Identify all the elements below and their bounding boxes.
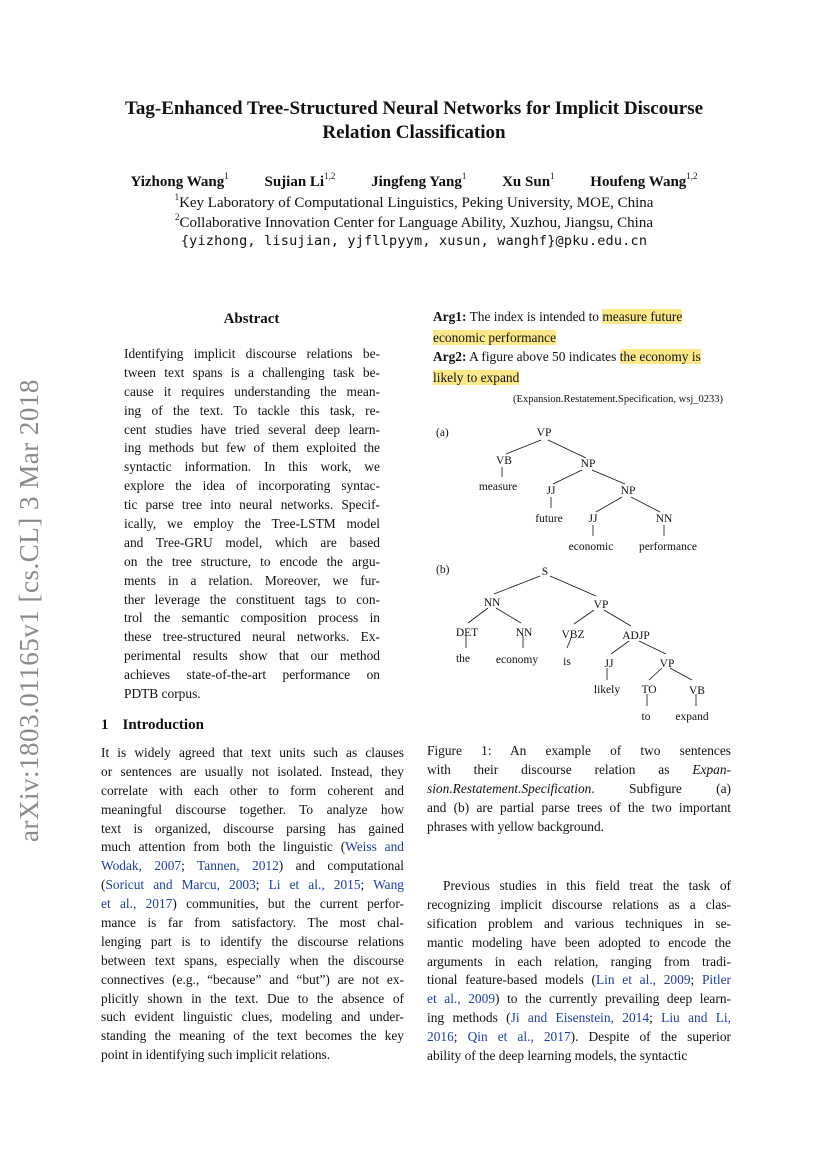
title-line-2: Relation Classification <box>322 122 506 143</box>
text-line: text is organized, discourse parsing has gained <box>101 820 404 836</box>
affiliation-text: Collaborative Innovation Center for Language Ability, Xuzhou, Jiangsu, China <box>179 215 653 231</box>
tree-node: NN <box>655 513 673 525</box>
figure-arg1 <box>433 307 733 348</box>
text-line: lenging part is to identify the discourse relations <box>101 933 404 949</box>
affiliation-sup: 1 <box>174 192 180 202</box>
text-line: syntactic information. In this work, we <box>124 459 380 475</box>
tree-leaf: measure <box>478 481 518 493</box>
tree-node: ADJP <box>622 630 650 642</box>
text-line: tween text spans is a challenging task be- <box>124 364 380 380</box>
arg1-highlight: economic performance <box>433 329 557 345</box>
author-name: Jingfeng Yang <box>371 174 462 190</box>
arxiv-stamp: arXiv:1803.01165v1 [cs.CL] 3 Mar 2018 <box>14 379 44 842</box>
affiliation-sup: 2 <box>174 212 180 222</box>
text-line: point in identifying such implicit relations. <box>101 1047 331 1063</box>
text-line: arguments in each relation, ranging from tradi- <box>427 953 731 969</box>
tree-node: NP <box>620 485 636 497</box>
author-name: Houfeng Wang <box>590 174 687 190</box>
author-list <box>0 171 828 191</box>
caption-line: phrases with yellow background. <box>427 819 605 834</box>
author-emails: {yizhong, lisujian, yjfllpyym, xusun, wanghf}@pku.edu.cn <box>180 233 648 249</box>
subfigure-b-label: (b) <box>436 564 450 576</box>
caption-line: with their discourse relation as Expan- <box>427 762 731 777</box>
author-sup: 1 <box>461 171 467 181</box>
affiliation-text: Key Laboratory of Computational Linguistics, Peking University, MOE, China <box>179 195 654 211</box>
text-line: plicitly shown in the text. Due to the absence of <box>101 990 404 1006</box>
text-line: 2016; Qin et al., 2017). Despite of the superior <box>427 1029 731 1045</box>
text-line: cent studies have tried several deep learn- <box>124 421 380 437</box>
arg2-text: A figure above 50 indicates <box>469 349 617 364</box>
text-line: Identifying implicit discourse relations be- <box>124 346 380 361</box>
text-line: PDTB corpus. <box>124 686 201 702</box>
text-line: correlate with each other to form coherent and <box>101 782 404 798</box>
text-line: trol the semantic composition process in <box>124 610 380 626</box>
tree-node: VP <box>593 599 609 611</box>
text-line: explore the idea of incorporating syntac- <box>124 478 380 494</box>
arg2-highlight: likely to expand <box>433 369 520 385</box>
tree-leaf: is <box>563 656 571 668</box>
arg1-highlight: measure future <box>602 309 683 324</box>
author-sup: 1 <box>224 171 229 181</box>
section-number: 1 <box>101 717 109 733</box>
figure-caption <box>427 741 731 836</box>
text-line: ing methods (Ji and Eisenstein, 2014; Liu and Li, <box>427 1010 731 1026</box>
arg2-label: Arg2: <box>433 349 467 364</box>
subfigure-a-label: (a) <box>436 427 449 439</box>
text-line: these tree-structured neural networks. Ex- <box>124 629 380 645</box>
tree-a-edges <box>502 440 664 536</box>
affiliation-1 <box>0 193 828 213</box>
arg1-text: The index is intended to <box>469 309 599 324</box>
text-line: ing of the text. To tackle this task, re- <box>124 402 380 418</box>
text-line: and Tree-GRU model, which are based <box>124 534 380 550</box>
author-name: Yizhong Wang <box>130 174 225 190</box>
text-line: much attention from both the linguistic (Weiss and <box>101 839 405 855</box>
tree-node: VB <box>496 455 512 467</box>
arg1-label: Arg1: <box>433 309 467 324</box>
title-line-1: Tag-Enhanced Tree-Structured Neural Networks for Implicit Discourse <box>124 98 704 119</box>
parse-tree-figure <box>426 388 736 728</box>
text-line: et al., 2009) to the currently prevailing deep learn- <box>427 991 731 1007</box>
section-title: Introduction <box>122 717 204 733</box>
figure-arg2 <box>433 347 733 388</box>
text-line: et al., 2017) communities, but the current perfor- <box>101 896 405 912</box>
author-sup: 1,2 <box>324 171 336 181</box>
abstract-body <box>124 345 380 704</box>
author <box>590 171 698 190</box>
author <box>502 171 555 190</box>
tree-leaf: expand <box>675 711 709 723</box>
paper-title <box>0 97 828 145</box>
tree-leaf: likely <box>593 684 621 696</box>
abstract-heading: Abstract <box>223 311 280 327</box>
author-sup: 1 <box>550 171 555 181</box>
tree-node: S <box>541 566 549 578</box>
text-line: Wodak, 2007; Tannen, 2012) and computational <box>101 858 405 874</box>
tree-node: JJ <box>546 485 556 497</box>
tree-node: NN <box>483 597 501 609</box>
tree-node: DET <box>455 627 479 639</box>
tree-node: VBZ <box>561 629 585 641</box>
author-name: Xu Sun <box>502 174 551 190</box>
tree-leaf: economy <box>495 654 539 666</box>
text-line: ther leverage the constituent tags to con- <box>124 591 380 607</box>
text-line: perimental results show that our method <box>124 648 380 664</box>
text-line: connectives (e.g., “because” and “but”) are not ex- <box>101 971 404 987</box>
author-name: Sujian Li <box>264 174 325 190</box>
text-line: standing the meaning of the text becomes the key <box>101 1028 404 1044</box>
text-line: sification problem and various techniques in se- <box>427 915 731 931</box>
section-heading-introduction <box>101 717 204 734</box>
affiliation-2 <box>0 213 828 233</box>
right-column-paragraph <box>427 877 731 1066</box>
tree-leaf: to <box>641 711 651 723</box>
tree-node: NP <box>580 458 596 470</box>
text-line: Previous studies in this field treat the task of <box>443 878 731 893</box>
relation-note: (Expansion.Restatement.Specification, wsj_0233) <box>513 394 723 405</box>
text-line: cause it requires understanding the mean- <box>124 383 380 399</box>
author <box>371 171 467 190</box>
tree-leaf: economic <box>568 541 614 553</box>
caption-line: Figure 1: An example of two sentences <box>427 743 731 758</box>
caption-line: sion.Restatement.Specification. Subfigure (a) <box>427 781 731 796</box>
tree-node: VB <box>689 685 705 697</box>
text-line: meaningful discourse together. To analyze how <box>101 801 404 817</box>
tree-node: NN <box>515 627 533 639</box>
tree-node: VP <box>536 427 552 439</box>
tree-node: JJ <box>588 513 598 525</box>
text-line: ability of the deep learning models, the syntactic <box>427 1048 688 1064</box>
text-line: ing methods but few of them exploited the <box>124 440 380 456</box>
tree-leaf: the <box>455 653 471 665</box>
text-line: (Soricut and Marcu, 2003; Li et al., 2015; Wang <box>101 877 404 893</box>
tree-leaf: performance <box>638 541 698 553</box>
arg2-highlight: the economy is <box>619 349 701 364</box>
tree-b-edges <box>466 576 696 706</box>
text-line: ments in a relation. Moreover, we fur- <box>124 572 380 588</box>
tree-node: TO <box>641 684 657 696</box>
text-line: on the tree structure, to encode the argu- <box>124 553 380 569</box>
caption-line: and (b) are partial parse trees of the two important <box>427 800 731 815</box>
text-line: ically, we employ the Tree-LSTM model <box>124 516 380 532</box>
author-sup: 1,2 <box>686 171 698 181</box>
text-line: mantic modeling have been adopted to encode the <box>427 934 731 950</box>
tree-node: JJ <box>604 658 614 670</box>
text-line: between text spans, especially when the discourse <box>101 952 404 968</box>
introduction-body <box>101 744 404 1065</box>
text-line: achieves state-of-the-art performance on <box>124 667 380 683</box>
tree-leaf: future <box>535 513 563 525</box>
text-line: mance is far from satisfactory. The most chal- <box>101 915 404 931</box>
author <box>264 171 336 190</box>
text-line: tional feature-based models (Lin et al., 2009; Pitler <box>427 972 731 988</box>
tree-node: VP <box>659 658 675 670</box>
text-line: recognizing implicit discourse relations as a clas- <box>427 896 731 912</box>
text-line: tic parse tree into neural networks. Specif- <box>124 497 380 513</box>
text-line: It is widely agreed that text units such as clauses <box>101 745 404 760</box>
text-line: or sentences are usually not isolated. Instead, they <box>101 763 404 779</box>
text-line: such evident linguistic clues, modeling and under- <box>101 1009 404 1025</box>
author <box>130 171 229 190</box>
